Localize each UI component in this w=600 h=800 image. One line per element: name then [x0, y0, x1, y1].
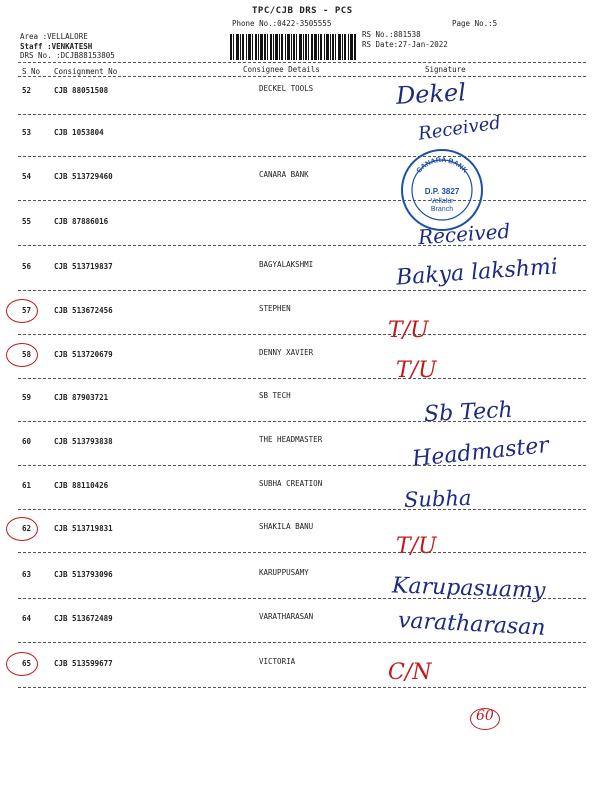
- row-consignment-no: CJB 1053804: [54, 128, 104, 137]
- row-consignment-no: CJB 513720679: [54, 350, 113, 359]
- row-divider: [18, 200, 586, 201]
- stamp-branch-sub: Branch: [430, 206, 454, 213]
- row-signature: varatharasan: [397, 608, 547, 641]
- row-divider: [18, 114, 586, 115]
- row-sno: 52: [22, 86, 32, 95]
- rs-number: RS No.:881538: [362, 30, 421, 39]
- row-consignee: STEPHEN: [259, 304, 291, 313]
- row-divider: [18, 465, 586, 466]
- row-remark: Received: [416, 112, 503, 145]
- row-consignment-no: CJB 513672489: [54, 614, 113, 623]
- drs-number: DRS No. :DCJB88153805: [20, 51, 115, 60]
- row-sno: 64: [22, 614, 32, 623]
- row-circle-mark: [6, 343, 38, 367]
- row-sno: 57: [22, 306, 32, 315]
- row-signature: Karupasuamy: [391, 573, 546, 604]
- area-label: Area :VELLALORE: [20, 32, 88, 41]
- row-consignment-no: CJB 513793096: [54, 570, 113, 579]
- row-consignment-no: CJB 88051508: [54, 86, 109, 95]
- row-consignment-no: CJB 513793838: [54, 437, 113, 446]
- row-circle-mark: [6, 652, 38, 676]
- row-consignee: DENNY XAVIER: [259, 348, 314, 357]
- row-sno: 60: [22, 437, 32, 446]
- row-signature: Received: [417, 218, 511, 250]
- stamp-branch: Vellalur: [430, 198, 454, 205]
- row-divider: [18, 290, 586, 291]
- page-number: Page No.:5: [452, 19, 498, 28]
- row-consignee: THE HEADMASTER: [259, 435, 323, 444]
- page-mark: 60: [476, 708, 494, 724]
- row-consignment-no: CJB 88110426: [54, 481, 109, 490]
- row-sno: 65: [22, 659, 32, 668]
- row-divider: [18, 245, 586, 246]
- row-signature: T/U: [396, 534, 437, 559]
- row-sno: 53: [22, 128, 32, 137]
- row-sno: 56: [22, 262, 32, 271]
- row-sno: 54: [22, 172, 32, 181]
- row-consignment-no: CJB 513672456: [54, 306, 113, 315]
- row-sno: 63: [22, 570, 32, 579]
- row-consignment-no: CJB 513719831: [54, 524, 113, 533]
- row-divider: [18, 378, 586, 379]
- row-divider: [18, 642, 586, 643]
- row-divider: [18, 509, 586, 510]
- phone-number: Phone No.:0422-3505555: [232, 19, 332, 28]
- row-sno: 58: [22, 350, 32, 359]
- row-divider: [18, 156, 586, 157]
- row-consignee: SHAKILA BANU: [259, 522, 314, 531]
- row-sno: 62: [22, 524, 32, 533]
- row-circle-mark: [6, 517, 38, 541]
- row-divider: [18, 552, 586, 553]
- row-circle-mark: [6, 299, 38, 323]
- stamp-code: D.P. 3827: [424, 187, 460, 196]
- row-signature: Sb Tech: [423, 397, 514, 428]
- svg-text:CANARA BANK: [416, 157, 469, 175]
- row-signature: Bakya lakshmi: [395, 254, 559, 291]
- row-signature: T/U: [388, 318, 429, 343]
- stamp-bank-name: CANARA BANK: [415, 156, 469, 175]
- row-consignee: VICTORIA: [259, 657, 296, 666]
- barcode: [230, 34, 356, 60]
- col-header-sno: S No: [22, 67, 41, 76]
- col-header-signature: Signature: [425, 65, 466, 74]
- report-title: TPC/CJB DRS - PCS: [252, 6, 353, 16]
- column-header-divider: [18, 76, 586, 77]
- row-sno: 61: [22, 481, 32, 490]
- col-header-consignee: Consignee Details: [243, 65, 320, 74]
- row-consignment-no: CJB 87886016: [54, 217, 109, 226]
- row-sno: 55: [22, 217, 32, 226]
- staff-label: Staff :VENKATESH: [20, 42, 93, 51]
- row-signature: Headmaster: [411, 432, 550, 473]
- row-consignee: KARUPPUSAMY: [259, 568, 309, 577]
- row-consignment-no: CJB 513719837: [54, 262, 113, 271]
- header-divider: [18, 62, 586, 63]
- row-consignee: SUBHA CREATION: [259, 479, 323, 488]
- row-signature: C/N: [388, 660, 432, 685]
- row-divider: [18, 598, 586, 599]
- row-consignee: VARATHARASAN: [259, 612, 314, 621]
- row-consignee: CANARA BANK: [259, 170, 309, 179]
- row-consignee: DECKEL TOOLS: [259, 84, 314, 93]
- row-signature: T/U: [396, 358, 437, 383]
- row-consignment-no: CJB 513599677: [54, 659, 113, 668]
- row-consignment-no: CJB 513729460: [54, 172, 113, 181]
- bank-stamp: [400, 148, 484, 232]
- row-divider: [18, 334, 586, 335]
- row-sno: 59: [22, 393, 32, 402]
- row-consignment-no: CJB 87903721: [54, 393, 109, 402]
- row-divider: [18, 421, 586, 422]
- row-signature: Subha: [403, 485, 472, 513]
- row-consignee: SB TECH: [259, 391, 291, 400]
- row-consignee: BAGYALAKSHMI: [259, 260, 314, 269]
- col-header-consignment: Consignment No: [54, 67, 118, 76]
- row-divider: [18, 687, 586, 688]
- row-signature: Dekel: [395, 78, 467, 110]
- rs-date: RS Date:27-Jan-2022: [362, 40, 448, 49]
